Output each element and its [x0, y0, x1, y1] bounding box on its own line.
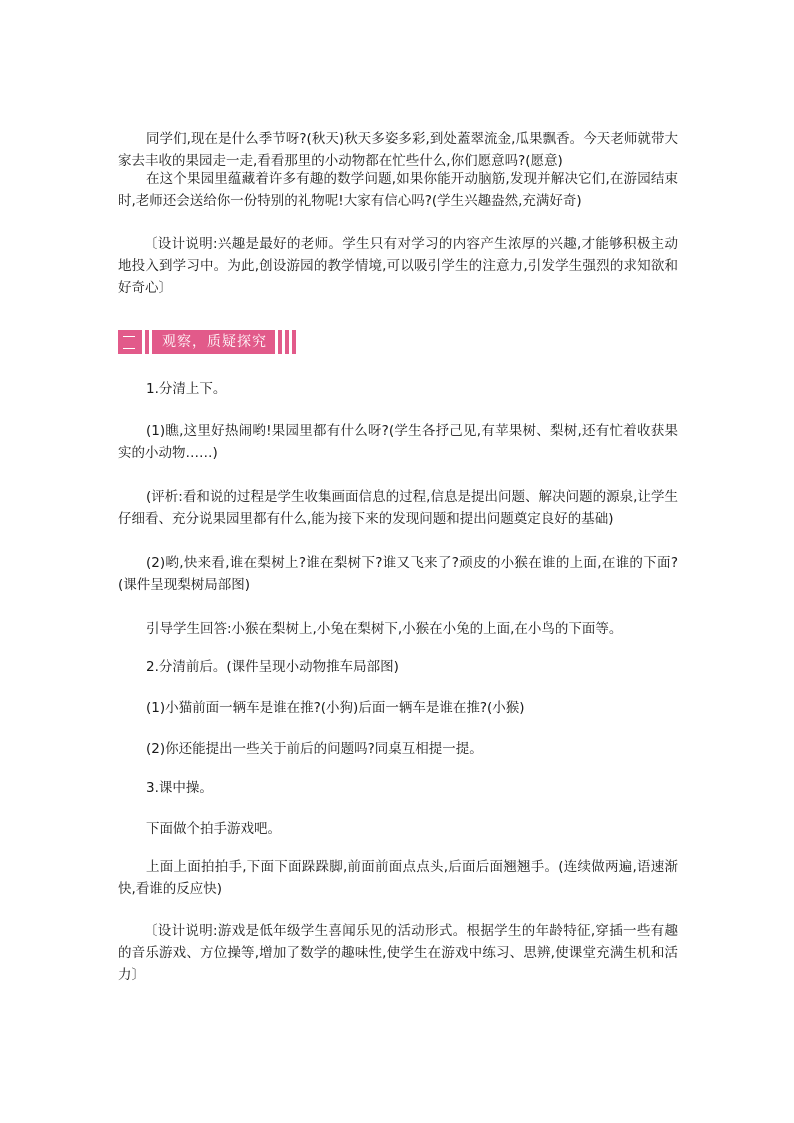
section-stripe	[292, 330, 296, 354]
section-stripe	[285, 330, 289, 354]
section-stripe	[278, 330, 282, 354]
commentary-paragraph: (评析:看和说的过程是学生收集画面信息的过程,信息是提出问题、解决问题的源泉,让学生仔细看、充分说果园里都有什么,能为接下来的发现问题和提出问题奠定良好的基础)	[118, 489, 678, 527]
section-number-icon	[118, 330, 142, 354]
clapping-game-rhyme: 上面上面拍拍手,下面下面跺跺脚,前面前面点点头,后面后面翘翘手。(连续做两遍,语速渐快,看谁的反应快)	[118, 859, 678, 897]
game-intro: 下面做个拍手游戏吧。	[146, 821, 281, 837]
section-header	[118, 330, 296, 354]
step-2-question-2: (2)你还能提出一些关于前后的问题吗?同桌互相提一提。	[146, 741, 483, 757]
step-1-heading: 1.分清上下。	[146, 381, 227, 397]
design-note-2: 〔设计说明:游戏是低年级学生喜闻乐见的活动形式。根据学生的年龄特征,穿插一些有趣的音乐游戏、方位操等,增加了数学的趣味性,使学生在游戏中练习、思辨,使课堂充满生机和活力〕	[118, 923, 678, 983]
section-title: 观察，质疑探究	[152, 330, 275, 354]
section-divider	[145, 330, 149, 354]
step-2-heading: 2.分清前后。(课件呈现小动物推车局部图)	[146, 659, 399, 675]
step-2-question-1: (1)小猫前面一辆车是谁在推?(小狗)后面一辆车是谁在推?(小猴)	[146, 700, 525, 716]
guidance-paragraph: 引导学生回答:小猴在梨树上,小兔在梨树下,小猴在小兔的上面,在小鸟的下面等。	[146, 621, 623, 637]
step-1-question-2: (2)哟,快来看,谁在梨树上?谁在梨树下?谁又飞来了?顽皮的小猴在谁的上面,在谁的下面?(课件呈现梨树局部图)	[118, 555, 678, 593]
challenge-paragraph: 在这个果园里蕴藏着许多有趣的数学问题,如果你能开动脑筋,发现并解决它们,在游园结束时,老师还会送给你一份特别的礼物呢!大家有信心吗?(学生兴趣盎然,充满好奇)	[118, 171, 678, 209]
step-3-heading: 3.课中操。	[146, 780, 213, 796]
design-note-1: 〔设计说明:兴趣是最好的老师。学生只有对学习的内容产生浓厚的兴趣,才能够积极主动地投入到学习中。为此,创设游园的教学情境,可以吸引学生的注意力,引发学生强烈的求知欲和好奇心〕	[118, 236, 678, 296]
intro-paragraph: 同学们,现在是什么季节呀?(秋天)秋天多姿多彩,到处蓋翠流金,瓜果飘香。今天老师就带大家去丰收的果园走一走,看看那里的小动物都在忙些什么,你们愿意吗?(愿意)	[118, 131, 678, 169]
step-1-question-1: (1)瞧,这里好热闹哟!果园里都有什么呀?(学生各抒己见,有苹果树、梨树,还有忙着收获果实的小动物……)	[118, 423, 678, 461]
